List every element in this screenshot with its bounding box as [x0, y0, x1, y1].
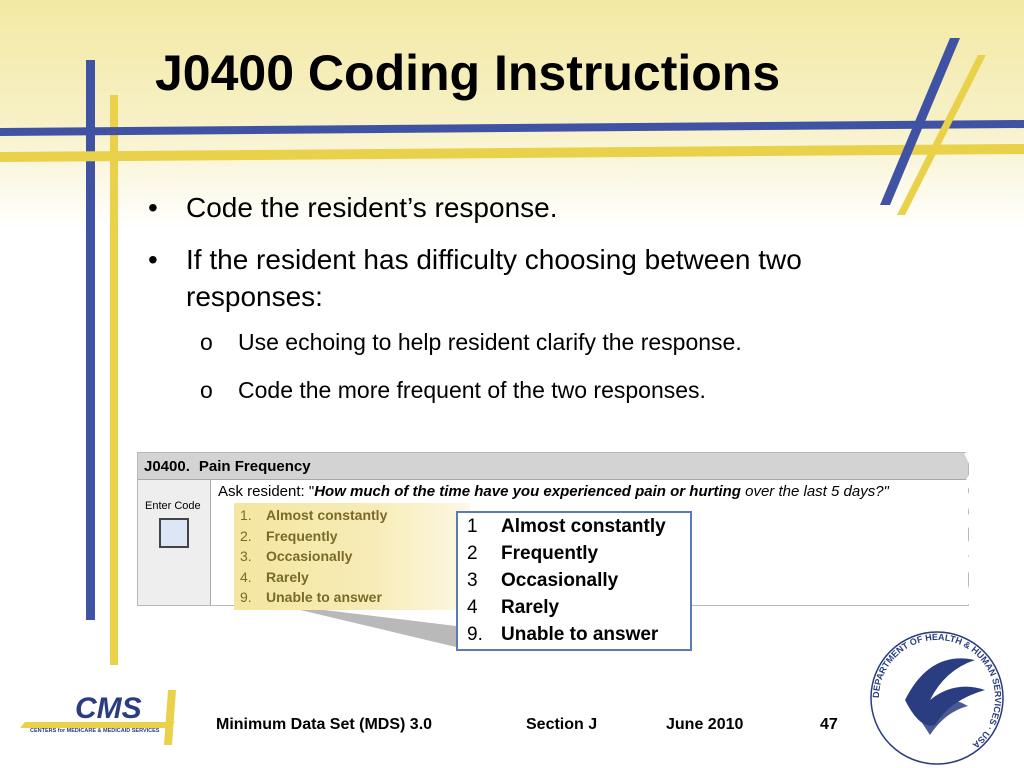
ask-prefix: Ask resident: — [218, 483, 305, 500]
svg-text:DEPARTMENT OF HEALTH & HUMAN S — [871, 632, 1003, 751]
subbullet-text: Code the more frequent of the two responses. — [238, 376, 706, 403]
option-label: Unable to answer — [266, 589, 382, 605]
zoom-option-label: Rarely — [501, 597, 560, 618]
zoom-option-label: Almost constantly — [501, 516, 666, 537]
footer-page-number: 47 — [820, 716, 838, 733]
footer-date: June 2010 — [666, 716, 744, 733]
option-number: 9. — [240, 589, 252, 605]
form-item-code: J0400. — [144, 457, 190, 475]
option-number: 2. — [240, 527, 252, 544]
subbullet-marker: o — [200, 376, 213, 403]
page-title: J0400 Coding Instructions — [155, 45, 781, 101]
footer-section: Section J — [526, 716, 598, 733]
bullet-text: If the resident has difficulty choosing between two responses: — [186, 244, 802, 312]
option-label: Rarely — [266, 568, 309, 585]
option-label: Frequently — [266, 527, 338, 544]
option-number: 3. — [240, 548, 252, 564]
zoom-option-number: 2 — [467, 543, 478, 564]
option-label: Occasionally — [266, 548, 353, 564]
cms-logo-text: CMS — [75, 692, 142, 725]
zoom-option-number: 9. — [467, 624, 483, 645]
zoom-option-label: Occasionally — [501, 570, 619, 591]
form-item-title: Pain Frequency — [198, 457, 311, 475]
question-tail: over the last 5 days?" — [740, 483, 889, 500]
option-label: Almost constantly — [266, 507, 388, 523]
question-open-quote: " — [308, 483, 315, 500]
bullet-marker: • — [148, 244, 158, 276]
question-text: How much of the time have you experienced pain or hurting — [314, 483, 741, 500]
option-number: 1. — [240, 507, 252, 523]
bullet-marker: • — [148, 192, 158, 223]
enter-code-label: Enter Code — [145, 500, 201, 512]
hhs-seal-ring-text: DEPARTMENT OF HEALTH & HUMAN SERVICES · USA — [870, 631, 1004, 751]
zoom-option-number: 1 — [467, 516, 478, 537]
zoom-option-label: Unable to answer — [501, 624, 659, 645]
subbullet-marker: o — [200, 329, 213, 356]
option-number: 4. — [240, 568, 252, 585]
zoom-option-number: 4 — [467, 597, 478, 618]
cms-logo-subtitle: CENTERS for MEDICARE & MEDICAID SERVICES — [30, 728, 160, 734]
footer-dataset: Minimum Data Set (MDS) 3.0 — [216, 716, 433, 733]
zoom-option-number: 3 — [467, 570, 478, 591]
bullet-text: Code the resident’s response. — [186, 192, 558, 223]
zoom-option-label: Frequently — [501, 543, 599, 564]
subbullet-text: Use echoing to help resident clarify the response. — [238, 329, 742, 356]
